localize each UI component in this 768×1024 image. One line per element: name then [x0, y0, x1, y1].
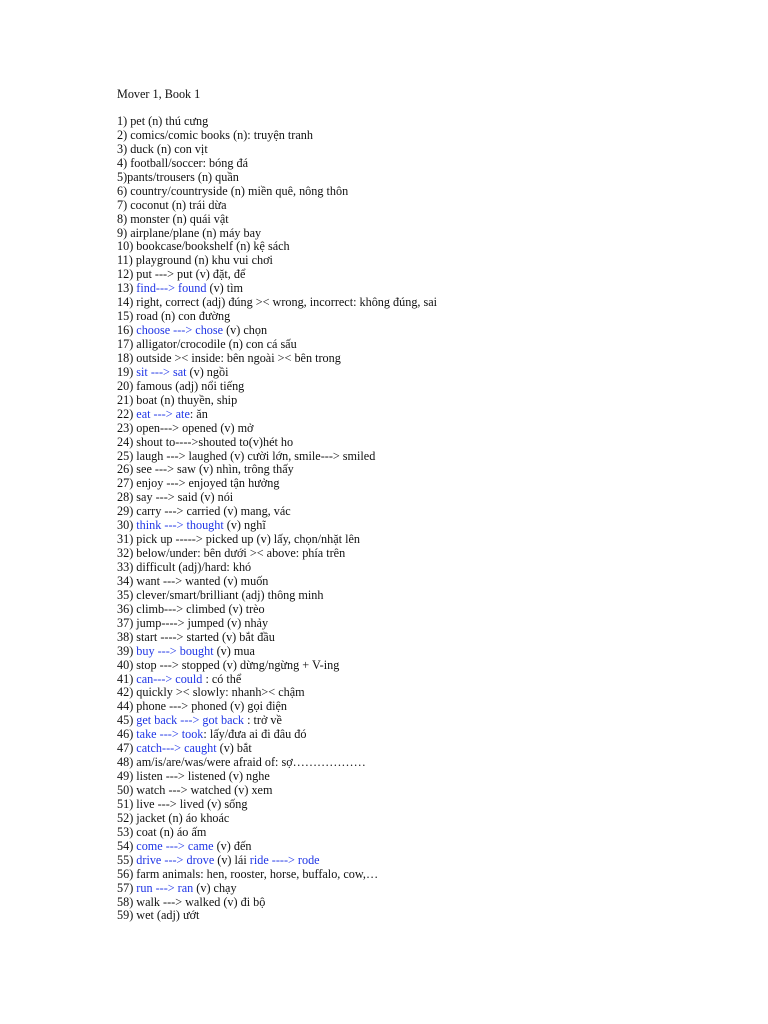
entry-text: 35) clever/smart/brilliant (adj) thông minh — [117, 587, 324, 602]
entry-text: (v) lái — [214, 852, 250, 867]
entry-text: 5)pants/trousers (n) quần — [117, 169, 239, 184]
entry-text: 11) playground (n) khu vui chơi — [117, 253, 273, 268]
entry-text: 57) — [117, 880, 137, 895]
entry-text: 56) farm animals: hen, rooster, horse, buffalo, cow,… — [117, 866, 379, 881]
entry-text: (v) nghĩ — [223, 518, 266, 533]
highlighted-verb-form: choose ---> chose — [136, 323, 224, 338]
entry-text: (v) đến — [213, 838, 252, 853]
highlighted-verb-form: eat ---> ate — [136, 406, 190, 421]
vocabulary-entry — [117, 547, 737, 561]
vocabulary-entry — [117, 673, 737, 687]
vocabulary-entry — [117, 324, 737, 338]
vocabulary-entry — [117, 254, 737, 268]
vocabulary-entry — [117, 143, 737, 157]
entry-text: 40) stop ---> stopped (v) dừng/ngừng + V-ing — [117, 657, 340, 672]
vocabulary-entry — [117, 854, 737, 868]
entry-text: 30) — [117, 518, 137, 533]
entry-text: 49) listen ---> listened (v) nghe — [117, 769, 270, 784]
entry-text: 34) want ---> wanted (v) muốn — [117, 573, 269, 588]
entry-text: : ăn — [189, 406, 208, 421]
highlighted-verb-form: get back ---> got back — [136, 713, 245, 728]
entry-text: : lấy/đưa ai đi đâu đó — [203, 727, 307, 742]
highlighted-verb-form: run ---> ran — [136, 880, 194, 895]
vocabulary-entry — [117, 589, 737, 603]
entry-text: 21) boat (n) thuyền, ship — [117, 392, 238, 407]
entry-text: 10) bookcase/bookshelf (n) kệ sách — [117, 239, 290, 254]
vocabulary-entry — [117, 575, 737, 589]
vocabulary-entry — [117, 450, 737, 464]
entry-text: 41) — [117, 671, 137, 686]
vocabulary-entry — [117, 826, 737, 840]
entry-text: 12) put ---> put (v) đặt, để — [117, 267, 246, 282]
vocabulary-entry — [117, 352, 737, 366]
entry-text: 46) — [117, 727, 137, 742]
highlighted-verb-form: catch---> caught — [136, 741, 217, 756]
entry-text: 36) climb---> climbed (v) trèo — [117, 601, 265, 616]
vocabulary-entry — [117, 617, 737, 631]
entry-text: 6) country/countryside (n) miền quê, nông thôn — [117, 183, 349, 198]
vocabulary-entry — [117, 659, 737, 673]
highlighted-verb-form: sit ---> sat — [136, 364, 187, 379]
entry-text: 14) right, correct (adj) đúng >< wrong, incorrect: không đúng, sai — [117, 295, 438, 310]
vocabulary-entry — [117, 338, 737, 352]
vocabulary-entry — [117, 561, 737, 575]
vocabulary-entry — [117, 631, 737, 645]
vocabulary-entry — [117, 491, 737, 505]
highlighted-verb-form: come ---> came — [136, 838, 214, 853]
entry-text: 58) walk ---> walked (v) đi bộ — [117, 894, 266, 909]
entry-text: 33) difficult (adj)/hard: khó — [117, 560, 252, 574]
entry-text: 15) road (n) con đường — [117, 309, 231, 324]
entry-text: 26) see ---> saw (v) nhìn, trông thấy — [117, 462, 294, 477]
entry-text: 16) — [117, 323, 137, 338]
vocabulary-entry — [117, 171, 737, 185]
vocabulary-entry — [117, 784, 737, 798]
entry-text: 54) — [117, 838, 137, 853]
entry-text: 39) — [117, 643, 137, 658]
vocabulary-entry — [117, 686, 737, 700]
vocabulary-entry — [117, 505, 737, 519]
vocabulary-entry — [117, 882, 737, 896]
entry-text: : có thể — [202, 671, 242, 686]
vocabulary-entry — [117, 868, 737, 882]
entry-text: 45) — [117, 713, 137, 728]
highlighted-verb-form: take ---> took — [136, 727, 204, 742]
entry-text: 3) duck (n) con vịt — [117, 141, 208, 156]
vocabulary-entry — [117, 296, 737, 310]
entry-text: 2) comics/comic books (n): truyện tranh — [117, 127, 313, 142]
vocabulary-entry — [117, 227, 737, 241]
entry-text: (v) mua — [213, 643, 255, 658]
vocabulary-entry — [117, 770, 737, 784]
vocabulary-entry — [117, 310, 737, 324]
vocabulary-entry — [117, 533, 737, 547]
entry-text: 28) say ---> said (v) nói — [117, 490, 234, 505]
highlighted-verb-form: ride ----> rode — [249, 852, 320, 867]
vocabulary-entry — [117, 909, 737, 923]
highlighted-verb-form: find---> found — [136, 281, 207, 296]
vocabulary-entry — [117, 282, 737, 296]
entry-text: 59) wet (adj) ướt — [117, 908, 200, 923]
entry-text: (v) chạy — [193, 880, 237, 895]
vocabulary-entry — [117, 380, 737, 394]
vocabulary-entry — [117, 728, 737, 742]
document-title: Mover 1, Book 1 — [117, 87, 201, 101]
vocabulary-entry — [117, 185, 737, 199]
vocabulary-entry — [117, 812, 737, 826]
entry-text: 25) laugh ---> laughed (v) cười lớn, smile---> smiled — [117, 448, 376, 463]
entry-text: 20) famous (adj) nổi tiếng — [117, 378, 245, 393]
vocabulary-entry — [117, 366, 737, 380]
entry-text: 47) — [117, 741, 137, 756]
entry-text: 51) live ---> lived (v) sống — [117, 796, 248, 811]
entry-text: 53) coat (n) áo ấm — [117, 824, 207, 839]
entry-text: 42) quickly >< slowly: nhanh>< chậm — [117, 685, 305, 700]
vocabulary-entry — [117, 896, 737, 910]
entry-text: 9) airplane/plane (n) máy bay — [117, 225, 262, 240]
vocabulary-entry — [117, 645, 737, 659]
vocabulary-entry — [117, 714, 737, 728]
entry-text: 27) enjoy ---> enjoyed tận hưởng — [117, 476, 280, 491]
entry-text: 13) — [117, 281, 137, 296]
entry-text: 8) monster (n) quái vật — [117, 211, 229, 226]
entry-text: (v) bắt — [216, 741, 252, 756]
entry-text: 50) watch ---> watched (v) xem — [117, 783, 273, 797]
document-page — [117, 87, 737, 923]
entry-text: 22) — [117, 406, 137, 421]
vocabulary-entry — [117, 240, 737, 254]
entry-text: 1) pet (n) thú cưng — [117, 114, 209, 128]
entry-text: (v) chọn — [223, 323, 268, 338]
vocabulary-entry — [117, 756, 737, 770]
vocabulary-entry — [117, 603, 737, 617]
vocabulary-list — [117, 115, 737, 923]
entry-text: 37) jump----> jumped (v) nhảy — [117, 615, 269, 630]
entry-text: 32) below/under: bên dưới >< above: phía trên — [117, 546, 346, 561]
entry-text: 44) phone ---> phoned (v) gọi điện — [117, 699, 288, 714]
entry-text: 23) open---> opened (v) mở — [117, 420, 254, 435]
highlighted-verb-form: think ---> thought — [136, 518, 224, 533]
highlighted-verb-form: can---> could — [136, 671, 203, 686]
highlighted-verb-form: buy ---> bought — [136, 643, 214, 658]
vocabulary-entry — [117, 157, 737, 171]
vocabulary-entry — [117, 840, 737, 854]
vocabulary-entry — [117, 422, 737, 436]
entry-text: 55) — [117, 852, 137, 867]
entry-text: 31) pick up -----> picked up (v) lấy, chọn/nhặt lên — [117, 532, 360, 547]
entry-text: 24) shout to---->shouted to(v)hét ho — [117, 434, 294, 449]
entry-text: (v) ngồi — [186, 364, 229, 379]
entry-text: 7) coconut (n) trái dừa — [117, 197, 227, 212]
entry-text: 48) am/is/are/was/were afraid of: sợ……………… — [117, 755, 366, 770]
vocabulary-entry — [117, 742, 737, 756]
entry-text: 38) start ----> started (v) bắt đầu — [117, 629, 275, 644]
vocabulary-entry — [117, 700, 737, 714]
vocabulary-entry — [117, 436, 737, 450]
highlighted-verb-form: drive ---> drove — [136, 852, 215, 867]
vocabulary-entry — [117, 268, 737, 282]
vocabulary-entry — [117, 798, 737, 812]
vocabulary-entry — [117, 199, 737, 213]
entry-text: : trở về — [244, 713, 282, 728]
entry-text: 29) carry ---> carried (v) mang, vác — [117, 504, 291, 519]
vocabulary-entry — [117, 115, 737, 129]
vocabulary-entry — [117, 463, 737, 477]
vocabulary-entry — [117, 408, 737, 422]
vocabulary-entry — [117, 213, 737, 227]
entry-text: 17) alligator/crocodile (n) con cá sấu — [117, 337, 297, 351]
entry-text: 19) — [117, 364, 137, 379]
entry-text: 52) jacket (n) áo khoác — [117, 810, 230, 825]
vocabulary-entry — [117, 394, 737, 408]
vocabulary-entry — [117, 477, 737, 491]
vocabulary-entry — [117, 129, 737, 143]
vocabulary-entry — [117, 519, 737, 533]
entry-text: (v) tìm — [206, 281, 244, 296]
entry-text: 18) outside >< inside: bên ngoài >< bên trong — [117, 350, 341, 365]
entry-text: 4) football/soccer: bóng đá — [117, 155, 248, 170]
